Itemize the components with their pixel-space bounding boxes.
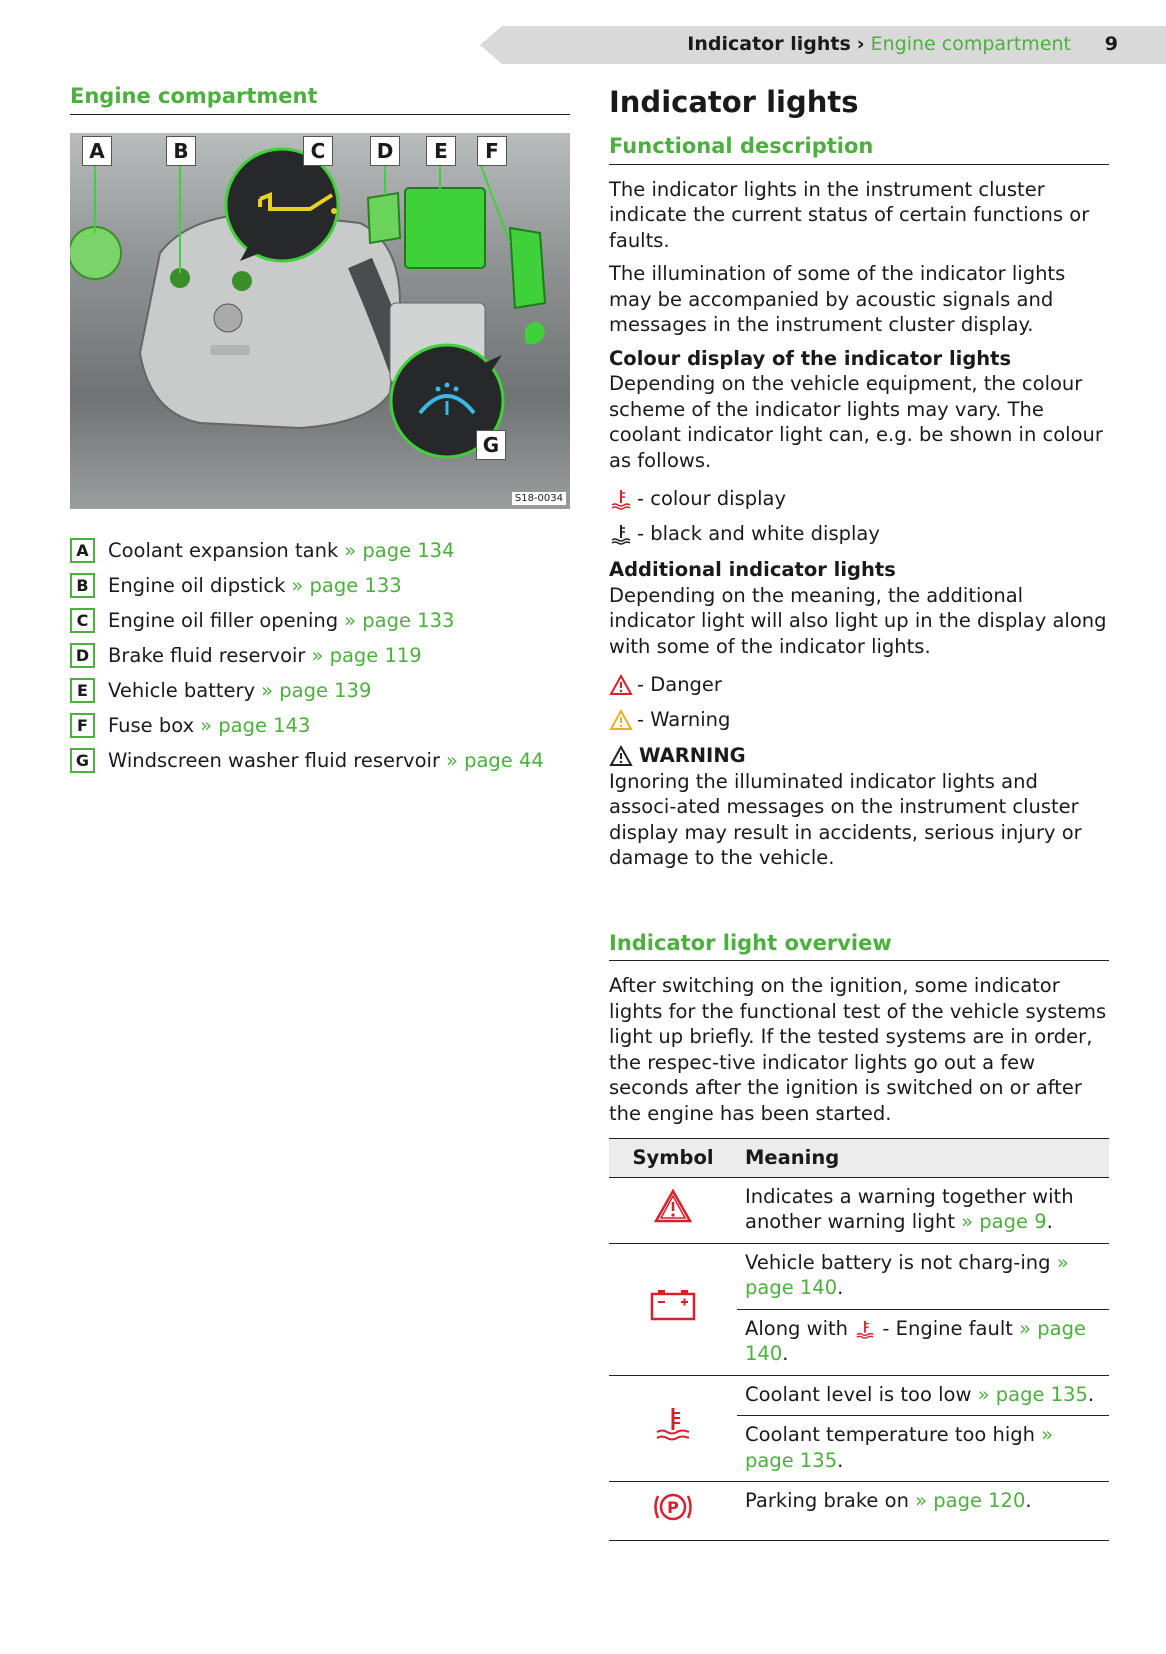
legend-item — [70, 638, 570, 673]
warning-line — [609, 702, 1109, 737]
legend-item — [70, 603, 570, 638]
warning-box-heading — [609, 743, 1109, 769]
indicator-overview-heading: Indicator light overview — [609, 931, 1109, 962]
paragraph: The illumination of some of the indicator lights may be accompanied by acoustic signals and messages in the instrument cluster display. — [609, 262, 1066, 336]
meaning-cell: Coolant level is too low » page 135. — [737, 1375, 1109, 1416]
paragraph: Depending on the vehicle equipment, the colour scheme of the indicator lights may vary. The coolant indicator light can, e.g. be shown in colour as follows. — [609, 372, 1103, 472]
warning-icon — [609, 745, 633, 767]
legend-key: E — [70, 678, 95, 703]
page-link[interactable]: » page 139 — [261, 679, 372, 702]
page-link[interactable]: » page 9 — [961, 1210, 1047, 1233]
breadcrumb-separator: › — [856, 33, 865, 55]
bw-display-line — [609, 516, 1109, 551]
paragraph: After switching on the ignition, some indicator lights for the functional test of the vehicle systems light up briefly. If the tested systems are in order, the respec-tive indicator lights go out a few seconds after the ignition is switched on or after the engine has been started. — [609, 974, 1107, 1125]
right-column — [609, 84, 1109, 1541]
danger-line — [609, 667, 1109, 702]
column-header-meaning: Meaning — [737, 1139, 1109, 1178]
table-row — [609, 1375, 1109, 1416]
legend-key: D — [70, 643, 95, 668]
legend-key: G — [70, 748, 95, 773]
page-link[interactable]: » page 135 — [745, 1423, 1054, 1472]
page-link[interactable]: » page 119 — [311, 644, 422, 667]
coolant-red-icon — [854, 1319, 876, 1339]
warning-triangle-icon — [653, 1188, 693, 1224]
paragraph: The indicator lights in the instrument cluster indicate the current status of certain functions or faults. — [609, 177, 1090, 252]
warning-triangle-icon — [609, 709, 633, 731]
meaning-cell: Indicates a warning together with another warning light » page 9. — [737, 1177, 1109, 1243]
symbol-cell — [609, 1177, 737, 1243]
coolant-red-icon — [609, 488, 633, 510]
danger-text: - Danger — [637, 672, 722, 696]
figure-code: S18-0034 — [512, 492, 566, 505]
table-row — [609, 1177, 1109, 1243]
functional-description-heading: Functional description — [609, 134, 1109, 165]
figure-label-b: B — [166, 136, 196, 166]
colour-display-text: - colour display — [637, 486, 787, 510]
table-row — [609, 1482, 1109, 1541]
page-link[interactable]: » page 140 — [745, 1316, 1086, 1365]
column-header-symbol: Symbol — [609, 1139, 737, 1178]
symbol-cell — [609, 1375, 737, 1482]
engine-compartment-figure — [70, 133, 570, 509]
legend-key: A — [70, 538, 95, 563]
warning-text: - Warning — [637, 707, 731, 731]
colour-display-line — [609, 481, 1109, 516]
breadcrumb — [687, 33, 1071, 55]
additional-lights-heading: Additional indicator lights — [609, 558, 896, 581]
coolant-icon — [653, 1406, 693, 1442]
page-link[interactable]: » page 133 — [344, 609, 455, 632]
figure-label-e: E — [426, 136, 456, 166]
figure-label-a: A — [82, 136, 112, 166]
legend-item — [70, 673, 570, 708]
legend-item — [70, 568, 570, 603]
figure-label-c: C — [303, 136, 333, 166]
figure-label-g: G — [476, 430, 506, 460]
meaning-cell: Vehicle battery is not charg-ing » page 140. — [737, 1243, 1109, 1309]
figure-label-f: F — [477, 136, 507, 166]
symbol-cell — [609, 1482, 737, 1541]
parking-brake-icon — [651, 1490, 695, 1524]
legend-text: Vehicle battery — [108, 679, 256, 702]
page-number: 9 — [1104, 33, 1118, 55]
legend-key: B — [70, 573, 95, 598]
table-row — [609, 1243, 1109, 1309]
breadcrumb-section: Indicator lights — [687, 33, 851, 55]
page-link[interactable]: » page 143 — [200, 714, 311, 737]
legend-text: Windscreen washer fluid reservoir — [108, 749, 440, 772]
page-title: Indicator lights — [609, 85, 859, 119]
page-link[interactable]: » page 133 — [291, 574, 402, 597]
breadcrumb-current: Engine compartment — [870, 33, 1071, 55]
svg-text:P: P — [667, 1497, 679, 1517]
battery-icon — [649, 1288, 697, 1322]
warning-body: Ignoring the illuminated indicator lights and associ-ated messages on the instrument cluster display may result in accidents, serious injury or damage to the vehicle. — [609, 769, 1082, 869]
figure-legend — [70, 533, 570, 778]
engine-compartment-title: Engine compartment — [70, 84, 570, 115]
page-link[interactable]: » page 134 — [344, 539, 455, 562]
legend-text: Coolant expansion tank — [108, 539, 339, 562]
danger-triangle-icon — [609, 674, 633, 696]
legend-key: F — [70, 713, 95, 738]
legend-text: Engine oil filler opening — [108, 609, 339, 632]
meaning-cell: Parking brake on » page 120. — [737, 1482, 1109, 1541]
paragraph: Depending on the meaning, the additional indicator light will also light up in the display along with some of the indicator lights. — [609, 583, 1107, 658]
legend-item — [70, 533, 570, 568]
legend-text: Brake fluid reservoir — [108, 644, 306, 667]
figure-label-d: D — [370, 136, 400, 166]
indicator-table — [609, 1138, 1109, 1541]
legend-item — [70, 743, 570, 778]
legend-key: C — [70, 608, 95, 633]
colour-display-heading: Colour display of the indicator lights — [609, 346, 1012, 370]
page-link[interactable]: » page 135 — [977, 1382, 1088, 1406]
legend-item — [70, 708, 570, 743]
bw-display-text: - black and white display — [637, 521, 880, 545]
symbol-cell — [609, 1243, 737, 1375]
warning-heading-text: WARNING — [639, 744, 746, 767]
meaning-cell: Coolant temperature too high » page 135. — [737, 1416, 1109, 1482]
page-link[interactable]: » page 140 — [745, 1250, 1069, 1299]
legend-text: Engine oil dipstick — [108, 574, 286, 597]
page-link[interactable]: » page 44 — [445, 749, 544, 772]
page-link[interactable]: » page 120 — [915, 1489, 1026, 1512]
meaning-cell: Along with - Engine fault » page 140. — [737, 1309, 1109, 1375]
legend-text: Fuse box — [108, 714, 195, 737]
coolant-black-icon — [609, 523, 633, 545]
